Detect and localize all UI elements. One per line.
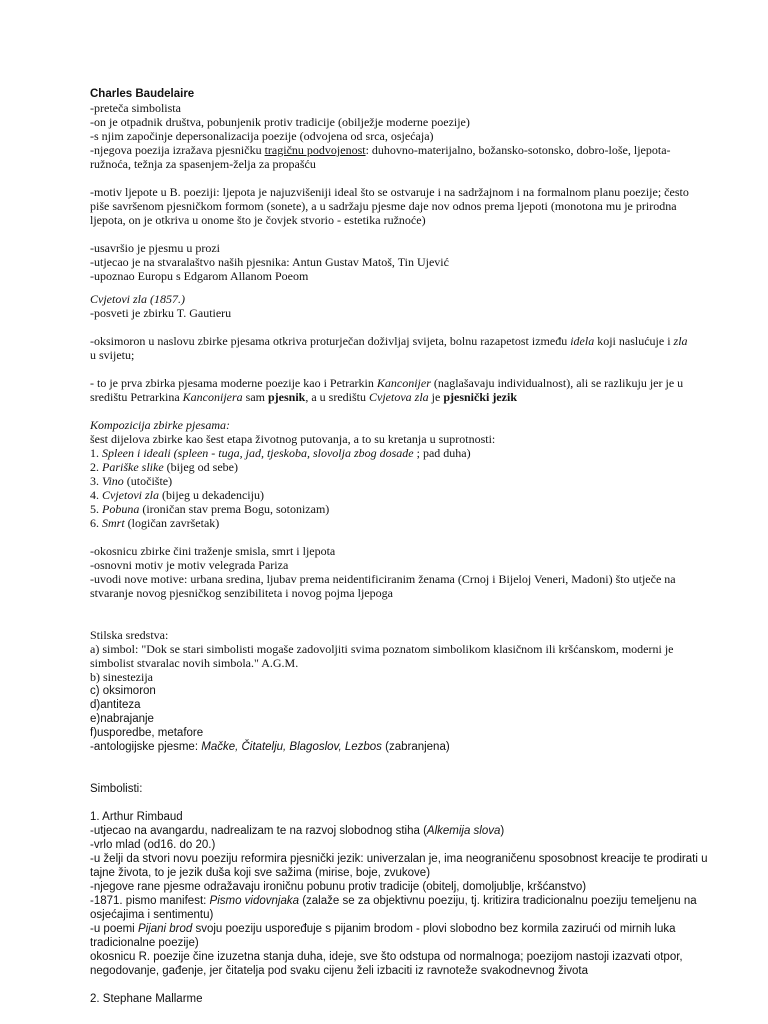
text-run: pjesnik (268, 390, 306, 404)
text-run: -preteča simbolista (90, 101, 181, 115)
text-line (90, 866, 690, 880)
text-line (90, 782, 690, 796)
text-run: (bijeg od sebe) (163, 460, 238, 474)
text-run: Cvjetovi zla (1857.) (90, 292, 185, 306)
text-run: Kanconijer (376, 376, 431, 390)
text-line (90, 129, 690, 143)
text-run: -posveti je zbirku T. Gautieru (90, 306, 232, 320)
text-run: Spleen i ideali (spleen - tuga, jad, tjeskoba, slovolja zbog dosade (102, 446, 414, 460)
text-run: Pismo vidovnjaka (209, 895, 300, 907)
text-run: Mačke, Čitatelju, Blagoslov, Lezbos (201, 741, 382, 753)
text-line (90, 115, 690, 129)
text-line (90, 670, 690, 684)
text-run: c) oksimoron (90, 685, 156, 697)
text-run: -1871. pismo manifest: (90, 895, 210, 907)
text-run: simbolist stvaralac novih simbola." A.G.M. (90, 656, 299, 670)
text-line (90, 852, 708, 866)
text-run: piše savršenom pjesničkom formom (sonete), a u sadržaju pjesme daje nov odnos prema ljepoti (monotona mu je prirodna (90, 199, 677, 213)
text-run: (logičan završetak) (124, 516, 220, 530)
text-run: Cvjetovi zla (102, 488, 159, 502)
text-run: -s njim započinje depersonalizacija poezije (odvojena od srca, osjećaja) (90, 129, 434, 143)
text-run: Simbolisti: (90, 783, 143, 795)
text-run: Kompozicija zbirke pjesama: (90, 418, 230, 432)
text-run: šest dijelova zbirke kao šest etapa životnog putovanja, a to su kretanja u suprotnosti: (90, 432, 496, 446)
text-line (90, 572, 690, 586)
text-line (90, 712, 690, 726)
text-run: okosnicu R. poezije čine izuzetna stanja duha, ideje, sve što odstupa od normalnoga; poezijom nastoji izazvati otpor, (90, 951, 683, 963)
text-run: zla (673, 334, 688, 348)
text-line (90, 992, 690, 1006)
text-line (90, 460, 690, 474)
text-line (90, 936, 690, 950)
text-run: d)antiteza (90, 699, 141, 711)
text-run: -njegova poezija izražava pjesničku (90, 143, 265, 157)
text-line (90, 334, 690, 348)
text-run: -osnovni motiv je motiv velegrada Pariza (90, 558, 289, 572)
text-run: idela (570, 334, 595, 348)
text-line (90, 502, 690, 516)
text-run: f)usporedbe, metafore (90, 727, 204, 739)
text-run: Smrt (102, 516, 125, 530)
text-run: (naglašavaju individualnost), ali se razlikuju jer je u (430, 376, 684, 390)
text-line (90, 474, 690, 488)
text-run: ljepota, on je otkriva u onome što je čovjek stvorio - estetika ružnoće) (90, 213, 426, 227)
text-run: pjesnički jezik (443, 390, 518, 404)
text-line (90, 684, 690, 698)
text-line (90, 726, 690, 740)
text-line (90, 838, 690, 852)
text-line (90, 908, 690, 922)
text-line (90, 950, 690, 964)
text-run: 3. (90, 474, 102, 488)
text-run: svoju poeziju uspoređuje s pijanim brodom - plovi slobodno bez kormila zazirući od mirnih luka (192, 923, 676, 935)
text-run: -utjecao je na stvaralaštvo naših pjesnika: Antun Gustav Matoš, Tin Ujević (90, 255, 449, 269)
text-run: - to je prva zbirka pjesama moderne poezije kao i Petrarkin (90, 376, 377, 390)
text-run: ružnoća, težnja za spasenjem-želja za propašću (90, 157, 316, 171)
text-line (90, 418, 690, 432)
text-run: -njegove rane pjesme odražavaju ironičnu pobunu protiv tradicije (obitelj, domoljublje, kršćanstvo) (90, 881, 587, 893)
text-run: (ironičan stav prema Bogu, sotonizam) (139, 502, 330, 516)
text-line (90, 628, 690, 642)
text-run: a) simbol: "Dok se stari simbolisti mogaše zadovoljiti svima poznatom simbolikom klasičnom ili kršćanskom, moderni je (90, 642, 674, 656)
text-line (90, 740, 690, 754)
text-line (90, 376, 690, 390)
text-line (90, 698, 690, 712)
text-run: koji naslućuje i (594, 334, 674, 348)
text-run: Charles Baudelaire (90, 88, 195, 100)
text-run: Kanconijera (182, 390, 243, 404)
text-run: -motiv ljepote u B. poeziji: ljepota je najuzvišeniji ideal što se ostvaruje i na sadržajnom i na formalnom planu poezije; često (90, 185, 689, 199)
text-run: središtu Petrarkina (90, 390, 183, 404)
text-run: ; pad duha) (413, 446, 471, 460)
text-run: Cvjetova zla (369, 390, 429, 404)
text-line (90, 922, 690, 936)
text-run: Pobuna (102, 502, 140, 516)
text-run: -vrlo mlad (od16. do 20.) (90, 839, 216, 851)
text-line (90, 488, 690, 502)
text-run: -antologijske pjesme: (90, 741, 202, 753)
text-run: Pariške slike (102, 460, 164, 474)
text-run: negodovanje, gađenje, jer čitatelja pod svaku cijenu želi izbaciti iz ravnoteže svakodnevnog života (90, 965, 588, 977)
text-run: b) sinestezija (90, 670, 153, 684)
text-line (90, 810, 690, 824)
text-run: 4. (90, 488, 102, 502)
text-run: 2. Stephane Mallarme (90, 993, 203, 1005)
text-run: Pijani brod (137, 923, 193, 935)
text-run: -uvodi nove motive: urbana sredina, ljubav prema neidentificiranim ženama (Crnoj i Bijeloj Veneri, Madoni) što utječe na (90, 572, 676, 586)
text-line (90, 143, 690, 157)
text-run: 6. (90, 516, 102, 530)
document-title (90, 87, 690, 101)
text-run: (bijeg u dekadenciju) (159, 488, 264, 502)
text-run: -utjecao na avangardu, nadrealizam te na razvoj slobodnog stiha ( (90, 825, 427, 837)
text-run: (zabranjena) (381, 741, 450, 753)
text-run: -upoznao Europu s Edgarom Allanom Poeom (90, 269, 309, 283)
text-line (90, 306, 690, 320)
text-run: -u poemi (90, 923, 138, 935)
text-line (90, 824, 690, 838)
text-line (90, 894, 697, 908)
text-line (90, 880, 690, 894)
text-run: Stilska sredstva: (90, 628, 169, 642)
text-run: (zalaže se za objektivnu poeziju, tj. kritizira tradicionalnu poeziju temeljenu na (299, 895, 697, 907)
text-run: je (428, 390, 444, 404)
text-run: e)nabrajanje (90, 713, 154, 725)
text-line (90, 348, 690, 362)
text-line (90, 558, 690, 572)
text-line (90, 446, 690, 460)
text-run: tradicionalne poezije) (90, 937, 199, 949)
text-run: , a u središtu (305, 390, 370, 404)
text-line (90, 656, 690, 670)
text-line (90, 255, 690, 269)
text-run: -okosnicu zbirke čini traženje smisla, smrt i ljepota (90, 544, 336, 558)
text-run: -usavršio je pjesmu u prozi (90, 241, 220, 255)
text-line (90, 544, 690, 558)
text-run: : duhovno-materijalno, božansko-sotonsko, dobro-loše, ljepota- (365, 143, 671, 157)
text-run: sam (242, 390, 268, 404)
text-run: 1. (90, 446, 102, 460)
text-run: 5. (90, 502, 102, 516)
text-run: -oksimoron u naslovu zbirke pjesama otkriva proturječan doživljaj svijeta, bolnu razapetost između (90, 334, 571, 348)
text-line (90, 185, 690, 199)
text-line (90, 642, 690, 656)
text-line (90, 964, 690, 978)
text-run: tragičnu podvojenost (264, 143, 366, 157)
text-run: -on je otpadnik društva, pobunjenik protiv tradicije (obilježje moderne poezije) (90, 115, 470, 129)
text-line (90, 292, 690, 306)
text-run: Vino (102, 474, 124, 488)
text-run: ) (500, 825, 505, 837)
text-line (90, 101, 690, 115)
text-run: u svijetu; (90, 348, 135, 362)
text-run: osjećajima i sentimentu) (90, 909, 214, 921)
text-line (90, 213, 690, 227)
text-run: -u želji da stvori novu poeziju reformira pjesnički jezik: univerzalan je, ima neograničenu sposobnost kreacije te prodirati u (90, 853, 708, 865)
text-line (90, 241, 690, 255)
text-line (90, 269, 690, 283)
text-line (90, 586, 690, 600)
text-line (90, 199, 690, 213)
text-run: Alkemija slova (426, 825, 501, 837)
text-run: (utočište) (123, 474, 173, 488)
text-run: 1. Arthur Rimbaud (90, 811, 183, 823)
text-run: stvaranje novog pjesničkog senzibiliteta i novog pojma ljepoga (90, 586, 393, 600)
text-line (90, 432, 690, 446)
text-line (90, 516, 690, 530)
text-line (90, 390, 690, 404)
text-line (90, 157, 690, 171)
text-run: tajne života, to je jezik duša koji sve sažima (mirise, boje, zvukove) (90, 867, 431, 879)
text-run: 2. (90, 460, 102, 474)
